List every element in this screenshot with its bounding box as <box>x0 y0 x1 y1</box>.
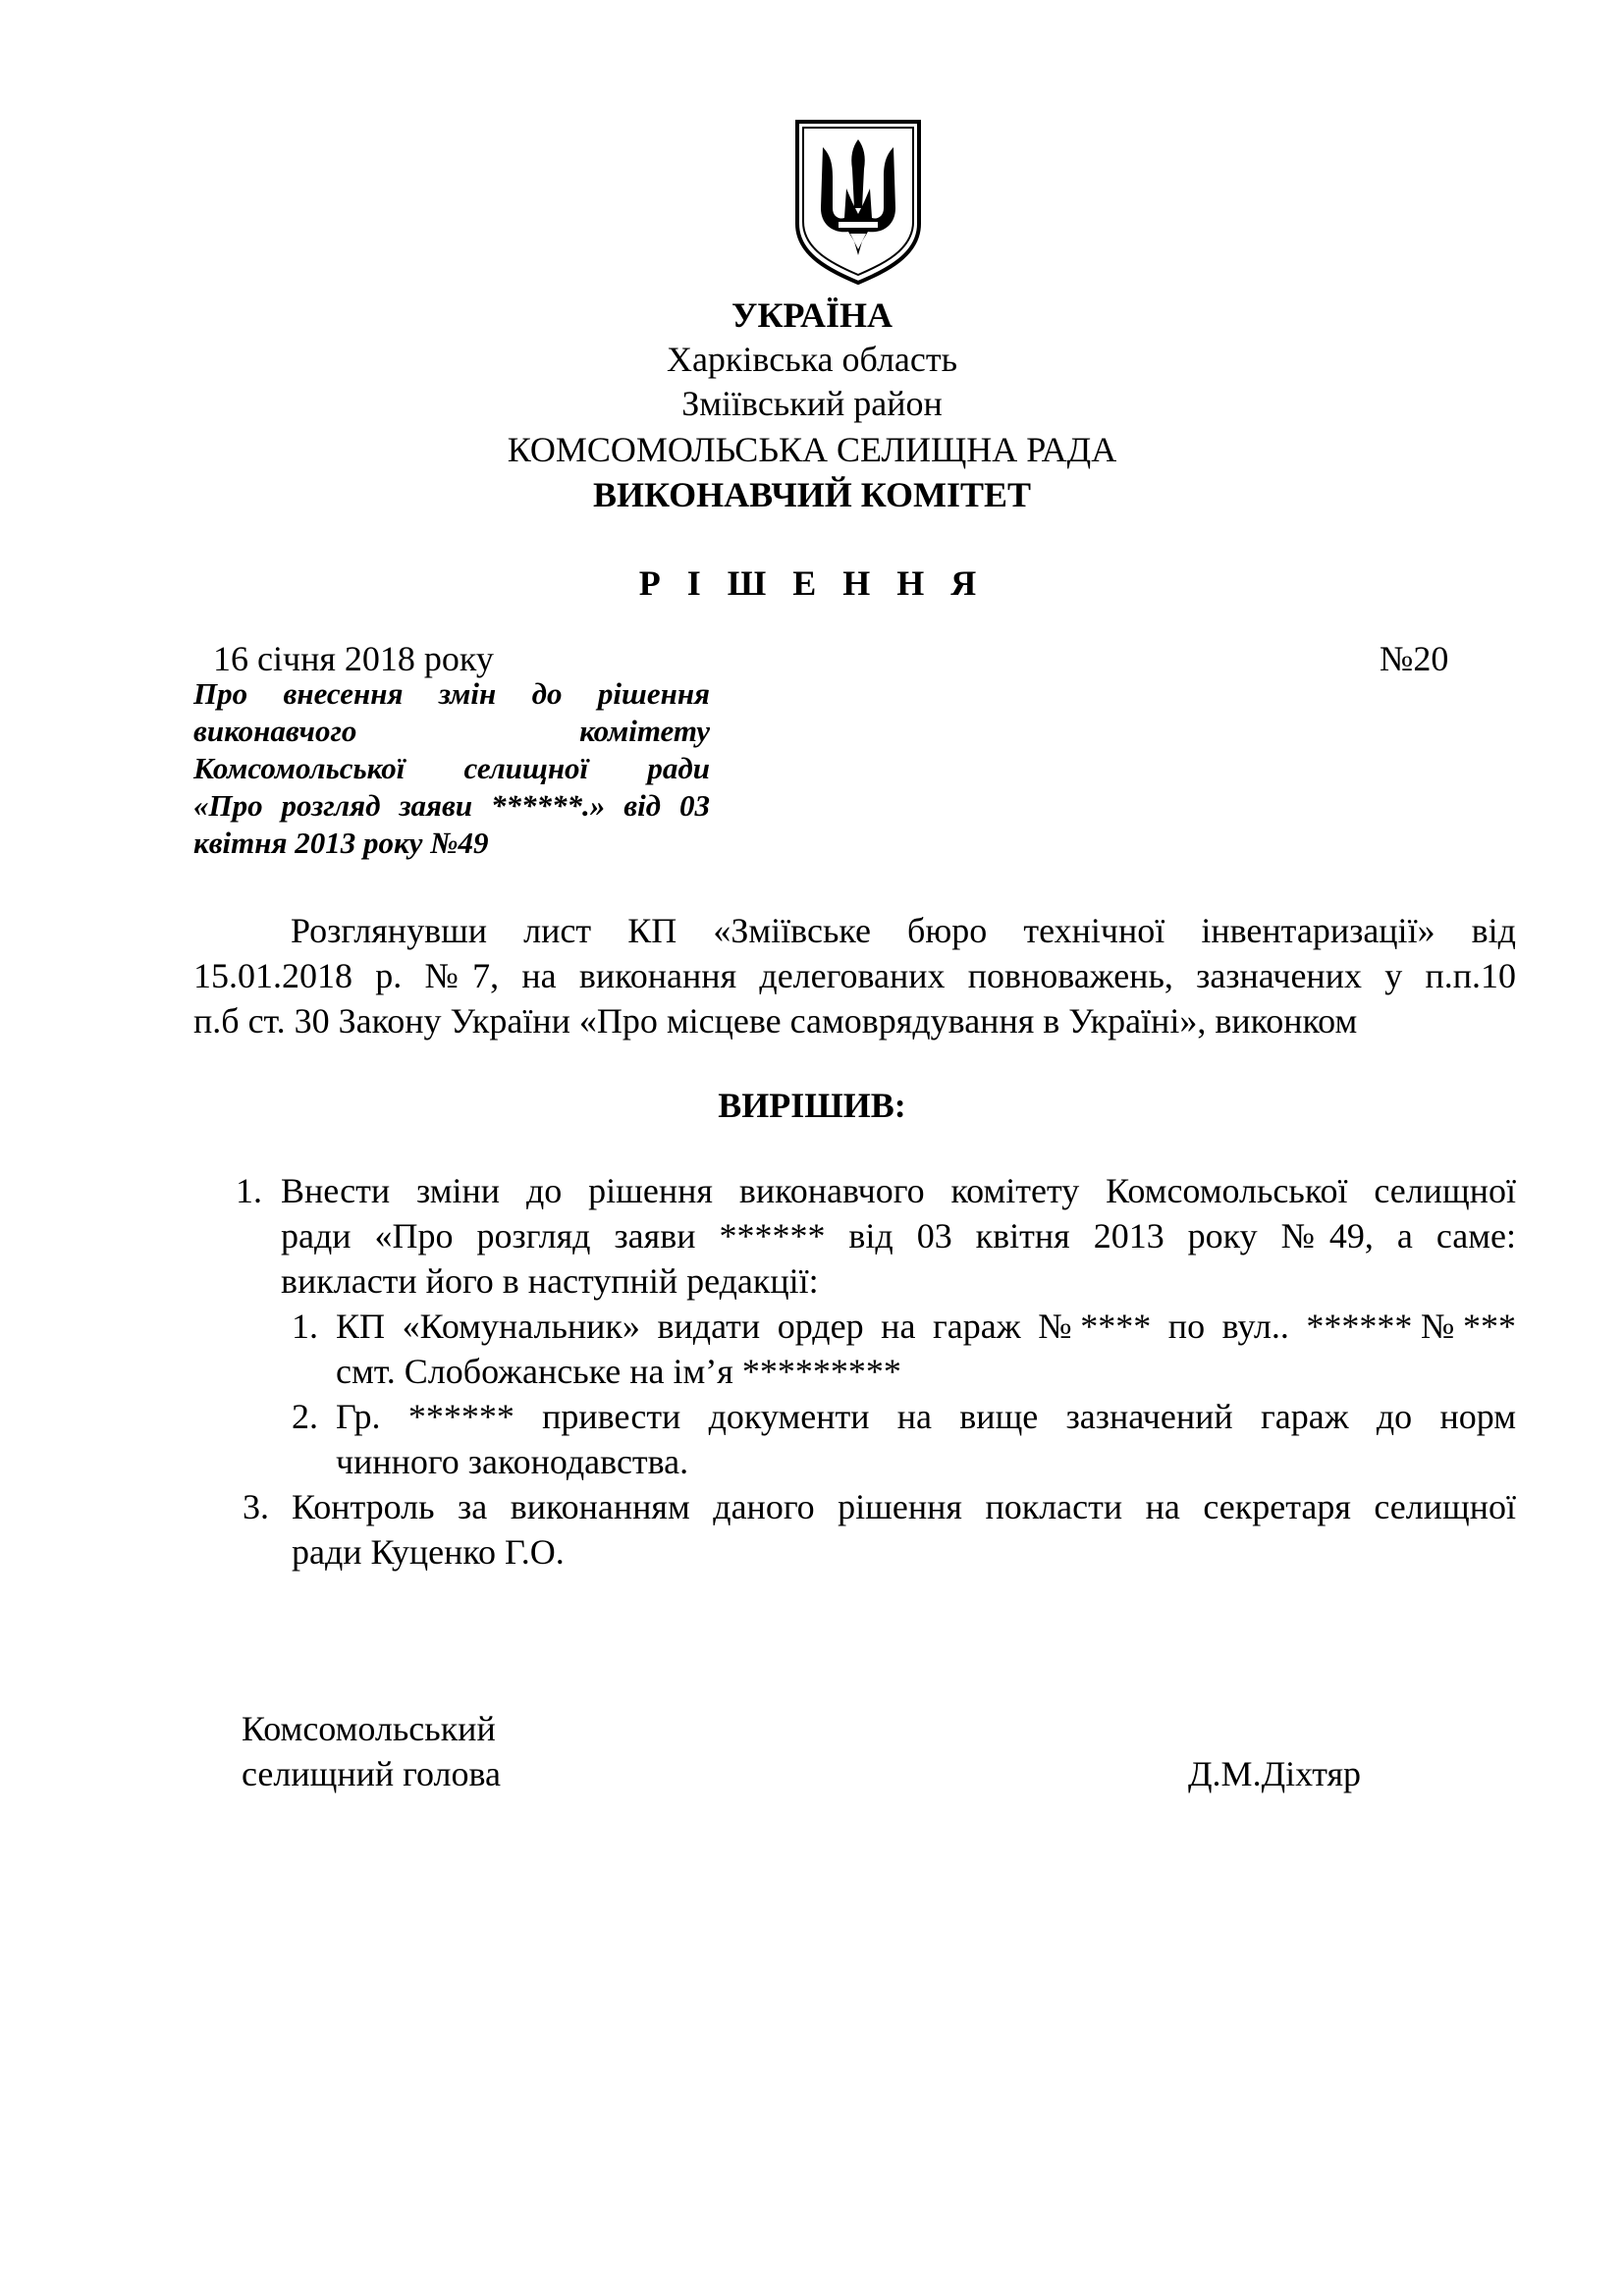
committee-line: ВИКОНАВЧИЙ КОМІТЕТ <box>592 475 1032 514</box>
preamble-line: п.б ст. 30 Закону України «Про місцеве самоврядування в Україні», виконком <box>193 1001 1358 1041</box>
item-text-line: викласти його в наступній редакції: <box>281 1261 819 1301</box>
preamble-line: Розглянувши лист КП «Зміївське бюро технічної інвентаризації» від <box>291 911 1516 950</box>
item-text-line: ради Куценко Г.О. <box>292 1532 565 1572</box>
subitem-number: 2. <box>292 1397 318 1436</box>
subject-line: квітня 2013 року №49 <box>193 826 489 860</box>
council-line: КОМСОМОЛЬСЬКА СЕЛИЩНА РАДА <box>507 430 1117 469</box>
subject-line: «Про розгляд заяви ******.» від 03 <box>193 788 710 823</box>
country-heading: УКРАЇНА <box>731 295 893 335</box>
subject-line: Комсомольської селищної ради <box>193 751 710 785</box>
subitem-text-line: смт. Слобожанське на ім’я ********* <box>336 1352 901 1391</box>
subject-line: виконавчого комітету <box>193 714 710 748</box>
decision-date: 16 січня 2018 року <box>213 639 494 678</box>
decision-number: №20 <box>1380 639 1449 678</box>
subject-line: Про внесення змін до рішення <box>193 676 710 711</box>
item-text-line: Контроль за виконанням даного рішення покласти на секретаря селищної <box>292 1487 1516 1526</box>
region-line: Харківська область <box>666 340 958 379</box>
item-number: 1. <box>236 1171 262 1210</box>
item-text-line: Внести зміни до рішення виконавчого комітету Комсомольської селищної <box>281 1171 1516 1210</box>
decision-subject <box>193 675 710 862</box>
district-line: Зміївський район <box>681 384 943 423</box>
document-type-title: Р І Ш Е Н Н Я <box>638 563 986 603</box>
signatory-position: селищний голова <box>242 1754 502 1793</box>
trident-coat-of-arms-icon <box>791 118 925 285</box>
resolved-heading: ВИРІШИВ: <box>718 1086 906 1125</box>
subitem-text-line: чинного законодавства. <box>336 1442 689 1481</box>
subitem-number: 1. <box>292 1307 318 1346</box>
signatory-position: Комсомольський <box>242 1709 496 1748</box>
item-number: 3. <box>243 1487 269 1526</box>
signatory-name: Д.М.Діхтяр <box>1188 1754 1362 1793</box>
subitem-text-line: Гр. ****** привести документи на вище зазначений гараж до норм <box>336 1397 1516 1436</box>
preamble-line: 15.01.2018 р. №7, на виконання делегованих повноважень, зазначених у п.п.10 <box>193 956 1516 995</box>
item-text-line: ради «Про розгляд заяви ****** від 03 квітня 2013 року №49, а саме: <box>281 1216 1516 1255</box>
subitem-text-line: КП «Комунальник» видати ордер на гараж №**** по вул.. ******№*** <box>336 1307 1516 1346</box>
